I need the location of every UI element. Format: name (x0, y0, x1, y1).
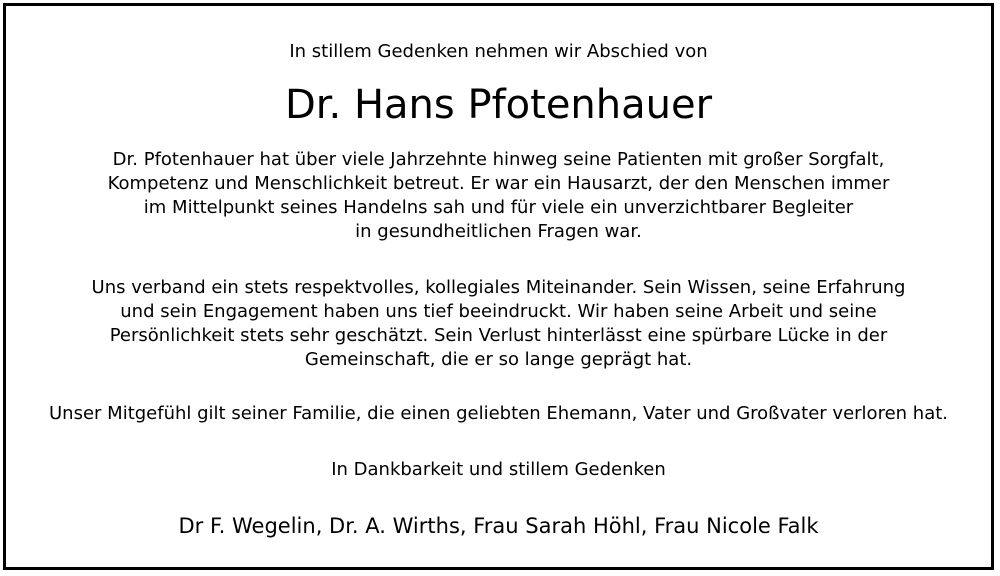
paragraph-line: Dr. Pfotenhauer hat über viele Jahrzehnte hinweg seine Patienten mit großer Sorgfalt, (112, 149, 885, 170)
signatories: Dr F. Wegelin, Dr. A. Wirths, Frau Sarah Höhl, Frau Nicole Falk (178, 514, 819, 538)
obituary-notice (3, 3, 994, 570)
paragraph-tribute (6, 148, 991, 244)
paragraph-line: Persönlichkeit stets sehr geschätzt. Sein Verlust hinterlässt eine spürbare Lücke in der (109, 325, 888, 346)
paragraph-line: Uns verband ein stets respektvolles, kollegiales Miteinander. Sein Wissen, seine Erfahrung (91, 277, 906, 298)
paragraph-line: im Mittelpunkt seines Handelns sah und für viele ein unverzichtbarer Begleiter (143, 197, 854, 218)
closing-line: In Dankbarkeit und stillem Gedenken (331, 459, 666, 480)
paragraph-colleagues (6, 276, 991, 372)
paragraph-line: in gesundheitlichen Fragen war. (355, 221, 642, 242)
paragraph-line: Kompetenz und Menschlichkeit betreut. Er war ein Hausarzt, der den Menschen immer (107, 173, 890, 194)
intro-line: In stillem Gedenken nehmen wir Abschied von (289, 41, 708, 62)
paragraph-line: Gemeinschaft, die er so lange geprägt hat. (304, 349, 693, 370)
deceased-name: Dr. Hans Pfotenhauer (284, 82, 713, 128)
paragraph-condolence: Unser Mitgefühl gilt seiner Familie, die einen geliebten Ehemann, Vater und Großvater verloren hat. (49, 403, 948, 424)
paragraph-line: und sein Engagement haben uns tief beeindruckt. Wir haben seine Arbeit und seine (120, 301, 877, 322)
